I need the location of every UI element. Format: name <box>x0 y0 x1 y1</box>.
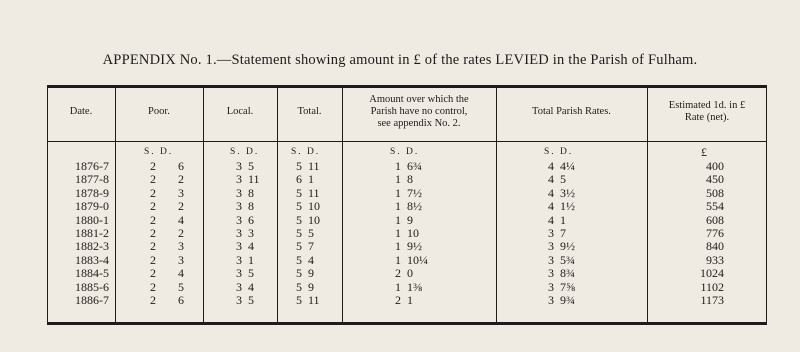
cell-date: 1884-5 <box>75 266 109 281</box>
cell-total-shillings: 5 <box>296 159 302 173</box>
cell-total-pence: 4 <box>308 252 314 267</box>
cell-total-shillings: 5 <box>296 239 302 254</box>
table-row <box>0 187 800 200</box>
cell-parish-pence: 9¾ <box>560 293 575 307</box>
cell-outside-pence: 1⅜ <box>407 279 422 294</box>
cell-poor-shillings: 2 <box>150 293 156 307</box>
cell-parish-pence: 5¾ <box>560 252 575 267</box>
cell-estimated: 1173 <box>700 293 724 307</box>
cell-total-pence: 11 <box>308 293 320 307</box>
cell-poor-pence: 4 <box>178 266 184 281</box>
cell-parish-pence: 3½ <box>560 185 575 200</box>
cell-total-shillings: 5 <box>296 266 302 281</box>
cell-parish-shillings: 4 <box>548 199 554 214</box>
cell-outside-shillings: 1 <box>395 199 401 214</box>
cell-total-shillings: 5 <box>296 226 302 240</box>
cell-poor-shillings: 2 <box>150 159 156 173</box>
cell-local-shillings: 3 <box>236 172 242 187</box>
cell-poor-pence: 2 <box>178 172 184 187</box>
cell-outside-shillings: 1 <box>395 212 401 227</box>
cell-outside-pence: 8 <box>407 172 413 187</box>
cell-poor-shillings: 2 <box>150 266 156 281</box>
cell-parish-shillings: 4 <box>548 172 554 187</box>
cell-estimated: 776 <box>706 226 724 240</box>
cell-poor-pence: 4 <box>178 212 184 227</box>
cell-total-pence: 5 <box>308 226 314 240</box>
unit-local: S. D. <box>230 147 260 157</box>
cell-outside-pence: 0 <box>407 266 413 281</box>
cell-parish-pence: 7⅝ <box>560 279 575 294</box>
cell-parish-shillings: 3 <box>548 279 554 294</box>
cell-outside-shillings: 2 <box>395 293 401 307</box>
cell-outside-shillings: 1 <box>395 226 401 240</box>
cell-outside-pence: 7½ <box>407 185 422 200</box>
cell-total-shillings: 6 <box>296 172 302 187</box>
header-rule <box>47 141 767 142</box>
cell-local-pence: 8 <box>248 199 254 214</box>
cell-total-shillings: 5 <box>296 279 302 294</box>
cell-local-pence: 11 <box>248 172 260 187</box>
cell-poor-shillings: 2 <box>150 212 156 227</box>
cell-parish-shillings: 3 <box>548 266 554 281</box>
cell-outside-shillings: 1 <box>395 185 401 200</box>
table-row <box>0 281 800 294</box>
cell-local-shillings: 3 <box>236 266 242 281</box>
cell-parish-pence: 9½ <box>560 239 575 254</box>
cell-local-shillings: 3 <box>236 226 242 240</box>
cell-local-shillings: 3 <box>236 159 242 173</box>
cell-outside-pence: 1 <box>407 293 413 307</box>
cell-total-shillings: 5 <box>296 293 302 307</box>
header-poor: Poor. <box>148 106 170 117</box>
cell-estimated: 1102 <box>700 279 724 294</box>
cell-outside-pence: 10¼ <box>407 252 428 267</box>
cell-poor-shillings: 2 <box>150 199 156 214</box>
cell-local-shillings: 3 <box>236 185 242 200</box>
cell-poor-shillings: 2 <box>150 185 156 200</box>
cell-date: 1885-6 <box>75 279 109 294</box>
cell-total-pence: 10 <box>308 199 320 214</box>
table-row <box>0 294 800 307</box>
cell-poor-shillings: 2 <box>150 252 156 267</box>
cell-estimated: 608 <box>706 212 724 227</box>
table-row <box>0 214 800 227</box>
cell-poor-pence: 5 <box>178 279 184 294</box>
cell-outside-pence: 9½ <box>407 239 422 254</box>
page-title: APPENDIX No. 1.—Statement showing amount in £ of the rates LEVIED in the Parish of Fulham. <box>102 52 698 68</box>
cell-date: 1878-9 <box>75 185 109 200</box>
cell-date: 1879-0 <box>75 199 109 214</box>
unit-total: S. D. <box>291 147 321 157</box>
unit-poor: S. D. <box>144 147 174 157</box>
cell-local-shillings: 3 <box>236 279 242 294</box>
cell-poor-pence: 6 <box>178 293 184 307</box>
cell-poor-pence: 6 <box>178 159 184 173</box>
cell-estimated: 450 <box>706 172 724 187</box>
cell-parish-shillings: 3 <box>548 226 554 240</box>
cell-estimated: 508 <box>706 185 724 200</box>
cell-parish-pence: 8¾ <box>560 266 575 281</box>
table-row <box>0 254 800 267</box>
cell-parish-pence: 1 <box>560 212 566 227</box>
cell-parish-pence: 5 <box>560 172 566 187</box>
cell-total-shillings: 5 <box>296 212 302 227</box>
cell-date: 1883-4 <box>75 252 109 267</box>
header-outside-control: Amount over which the Parish have no control, see appendix No. 2. <box>369 94 469 129</box>
header-local: Local. <box>226 106 254 117</box>
cell-poor-shillings: 2 <box>150 239 156 254</box>
cell-parish-pence: 1½ <box>560 199 575 214</box>
cell-local-shillings: 3 <box>236 239 242 254</box>
cell-outside-shillings: 1 <box>395 252 401 267</box>
cell-outside-shillings: 1 <box>395 279 401 294</box>
cell-parish-pence: 7 <box>560 226 566 240</box>
unit-outside-control: S. D. <box>390 147 420 157</box>
cell-estimated: 400 <box>706 159 724 173</box>
cell-total-pence: 9 <box>308 266 314 281</box>
cell-local-pence: 6 <box>248 212 254 227</box>
cell-total-pence: 1 <box>308 172 314 187</box>
cell-date: 1880-1 <box>75 212 109 227</box>
cell-outside-pence: 6¾ <box>407 159 422 173</box>
cell-poor-shillings: 2 <box>150 172 156 187</box>
cell-date: 1881-2 <box>75 226 109 240</box>
table-row <box>0 160 800 173</box>
cell-parish-shillings: 4 <box>548 185 554 200</box>
cell-local-shillings: 3 <box>236 293 242 307</box>
cell-outside-pence: 8½ <box>407 199 422 214</box>
table-row <box>0 200 800 213</box>
cell-parish-shillings: 3 <box>548 239 554 254</box>
cell-estimated: 840 <box>706 239 724 254</box>
cell-local-shillings: 3 <box>236 199 242 214</box>
table-row <box>0 173 800 186</box>
cell-total-pence: 7 <box>308 239 314 254</box>
cell-outside-pence: 10 <box>407 226 419 240</box>
cell-local-pence: 5 <box>248 159 254 173</box>
cell-estimated: 933 <box>706 252 724 267</box>
cell-local-pence: 3 <box>248 226 254 240</box>
cell-local-shillings: 3 <box>236 252 242 267</box>
cell-poor-pence: 2 <box>178 199 184 214</box>
cell-date: 1882-3 <box>75 239 109 254</box>
header-estimated: Estimated 1d. in £ Rate (net). <box>668 100 746 123</box>
cell-poor-pence: 2 <box>178 226 184 240</box>
cell-poor-pence: 3 <box>178 185 184 200</box>
cell-poor-shillings: 2 <box>150 226 156 240</box>
cell-date: 1876-7 <box>75 159 109 173</box>
cell-total-pence: 9 <box>308 279 314 294</box>
header-total-parish: Total Parish Rates. <box>532 106 611 117</box>
cell-estimated: 1024 <box>700 266 724 281</box>
cell-outside-shillings: 1 <box>395 239 401 254</box>
cell-total-shillings: 5 <box>296 252 302 267</box>
table-row <box>0 267 800 280</box>
cell-local-pence: 1 <box>248 252 254 267</box>
table-row <box>0 240 800 253</box>
cell-parish-shillings: 4 <box>548 159 554 173</box>
cell-poor-pence: 3 <box>178 252 184 267</box>
cell-poor-pence: 3 <box>178 239 184 254</box>
header-date: Date. <box>69 106 93 117</box>
unit-total-parish: S. D. <box>544 147 574 157</box>
cell-local-shillings: 3 <box>236 212 242 227</box>
cell-total-shillings: 5 <box>296 185 302 200</box>
cell-local-pence: 4 <box>248 239 254 254</box>
cell-date: 1877-8 <box>75 172 109 187</box>
cell-outside-shillings: 1 <box>395 172 401 187</box>
cell-parish-shillings: 3 <box>548 293 554 307</box>
cell-poor-shillings: 2 <box>150 279 156 294</box>
cell-local-pence: 4 <box>248 279 254 294</box>
cell-outside-pence: 9 <box>407 212 413 227</box>
cell-parish-pence: 4¼ <box>560 159 575 173</box>
cell-total-pence: 10 <box>308 212 320 227</box>
header-total: Total. <box>297 106 322 117</box>
cell-total-pence: 11 <box>308 185 320 200</box>
table-row <box>0 227 800 240</box>
cell-date: 1886-7 <box>75 293 109 307</box>
unit-estimated: £ <box>701 145 707 159</box>
cell-local-pence: 8 <box>248 185 254 200</box>
cell-total-shillings: 5 <box>296 199 302 214</box>
cell-total-pence: 11 <box>308 159 320 173</box>
cell-local-pence: 5 <box>248 293 254 307</box>
cell-outside-shillings: 1 <box>395 159 401 173</box>
cell-parish-shillings: 4 <box>548 212 554 227</box>
cell-local-pence: 5 <box>248 266 254 281</box>
cell-estimated: 554 <box>706 199 724 214</box>
cell-outside-shillings: 2 <box>395 266 401 281</box>
cell-parish-shillings: 3 <box>548 252 554 267</box>
